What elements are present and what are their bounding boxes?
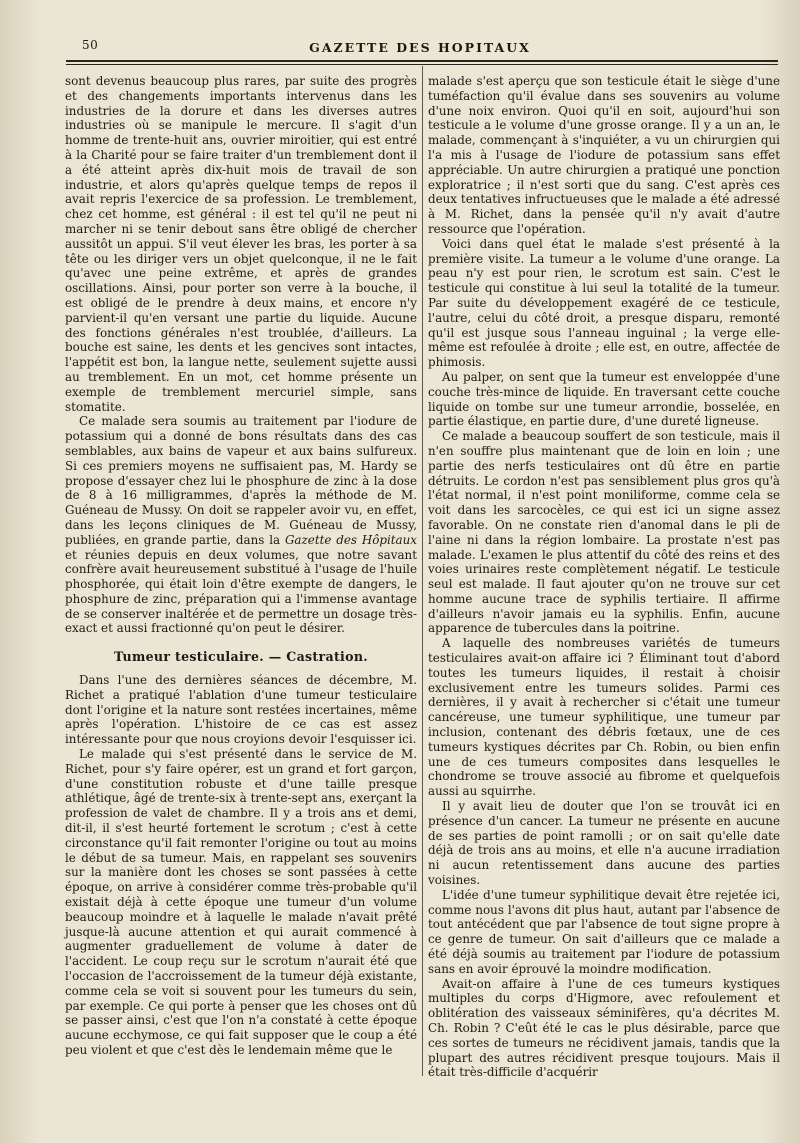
paragraph: A laquelle des nombreuses variétés de tumeurs testiculaires avait-on affaire ici ? Éliminant tout d'abord toutes les tumeurs liquides, il restait à choisir exclusivement entre les tumeurs solides. Parmi ces dernières, il y avait à rechercher si c'était une tumeur cancéreuse, une tumeur syphilitique, une tumeur par inclusion, contenant des débris fœtaux, une de ces tumeurs kystiques décrites par Ch. Robin, ou bien enfin une de ces tumeurs composites dans lesquelles le chondrome se trouve associé au fibrome et quelquefois aussi au squirrhe. (428, 636, 780, 799)
paragraph: Ce malade sera soumis au traitement par l'iodure de potassium qui a donné de bons résultats dans des cas semblables, aux bains de vapeur et aux bains sulfureux. Si ces premiers moyens ne suffisaient pas, M. Hardy se propose d'essayer chez lui le phosphure de zinc à la dose de 8 à 16 milligrammes, d'après la méthode de M. Guéneau de Mussy. On doit se rappeler avoir vu, en effet, dans les leçons cliniques de M. Guéneau de Mussy, publiées, en grande partie, dans la Gazette des Hôpitaux et réunies depuis en deux volumes, que notre savant confrère avait heureusement substitué à l'usage de l'huile phosphorée, qui était loin d'être exempte de dangers, le phosphure de zinc, préparation qui a l'immense avantage de se conserver inaltérée et de permettre un dosage très-exact et aussi fractionné qu'on peut le désirer. (65, 414, 417, 636)
paragraph: Il y avait lieu de douter que l'on se trouvât ici en présence d'un cancer. La tumeur ne présente en aucune de ses parties de point ramolli ; or on sait qu'elle date déjà de trois ans au moins, et elle n'a aucune irradiation ni aucun retentissement dans aucune des parties voisines. (428, 799, 780, 888)
column-divider (422, 66, 423, 1076)
paragraph: Avait-on affaire à l'une de ces tumeurs kystiques multiples du corps d'Higmore, avec refoulement et oblitération des vaisseaux séminifères, qu'a décrites M. Ch. Robin ? C'eût été le cas le plus désirable, parce que ces sortes de tumeurs ne récidivent jamais, tandis que la plupart des autres récidivent presque toujours. Mais il était très-difficile d'acquérir (428, 976, 780, 1080)
paragraph: Au palper, on sent que la tumeur est enveloppée d'une couche très-mince de liquide. En traversant cette couche liquide on tombe sur une tumeur arrondie, bosselée, en partie élastique, en partie dure, d'une dureté ligneuse. (428, 369, 780, 429)
page-number: 50 (82, 38, 99, 52)
paragraph: Le malade qui s'est présenté dans le service de M. Richet, pour s'y faire opérer, est un grand et fort garçon, d'une constitution robuste et d'une taille presque athlétique, âgé de trente-six à trente-sept ans, exerçant la profession de valet de chambre. Il y a trois ans et demi, dit-il, il s'est heurté fortement le scrotum ; c'est à cette circonstance qu'il fait remonter l'origine ou tout au moins le début de sa tumeur. Mais, en rappelant ses souvenirs sur la manière dont les choses se sont passées à cette époque, on arrive à considérer comme très-probable qu'il existait déjà à cette époque une tumeur d'un volume beaucoup moindre et à laquelle le malade n'avait prêté jusque-là aucune attention et qui aurait commencé à augmenter graduellement de volume à dater de l'accident. Le coup reçu sur le scrotum n'aurait été que l'occasion de l'accroissement de la tumeur déjà existante, comme cela se voit si souvent pour les tumeurs du sein, par exemple. Ce qui porte à penser que les choses ont dû se passer ainsi, c'est que l'on n'a constaté à cette époque aucune ecchymose, ce qui fait supposer que le coup a été peu violent et que c'est dès le lendemain même que le (65, 747, 417, 1057)
paragraph: Ce malade a beaucoup souffert de son testicule, mais il n'en souffre plus maintenant que de loin en loin ; une partie des nerfs testiculaires ont dû être en partie détruits. Le cordon n'est pas sensiblement plus gros qu'à l'état normal, il n'est point moniliforme, comme cela se voit dans les sarcocèles, ce qui est ici un signe assez favorable. On ne constate rien d'anomal dans le pli de l'aine ni dans la région lombaire. La prostate n'est pas malade. L'examen le plus attentif du côté des reins et des voies urinaires reste complètement négatif. Le testicule seul est malade. Il faut ajouter qu'on ne trouve sur cet homme aucune trace de syphilis tertiaire. Il affirme d'ailleurs n'avoir jamais eu la syphilis. Enfin, aucune apparence de tubercules dans la poitrine. (428, 429, 780, 636)
header-rule-thin (66, 64, 778, 65)
paragraph: Dans l'une des dernières séances de décembre, M. Richet a pratiqué l'ablation d'une tumeur testiculaire dont l'origine et la nature sont restées incertaines, même après l'opération. L'histoire de ce cas est assez intéressante pour que nous croyions devoir l'esquisser ici. (65, 673, 417, 747)
paragraph: malade s'est aperçu que son testicule était le siège d'une tuméfaction qu'il évalue dans ses souvenirs au volume d'une noix environ. Quoi qu'il en soit, aujourd'hui son testicule a le volume d'une grosse orange. Il y a un an, le malade, commençant à s'inquiéter, a vu un chirurgien qui l'a mis à l'usage de l'iodure de potassium sans effet appréciable. Un autre chirurgien a pratiqué une ponction exploratrice ; il n'est sorti que du sang. C'est après ces deux tentatives infructueuses que le malade a été adressé à M. Richet, dans la pensée qu'il n'y avait d'autre ressource que l'opération. (428, 74, 780, 236)
paragraph: sont devenus beaucoup plus rares, par suite des progrès et des changements importants intervenus dans les industries de la dorure et dans les diverses autres industries où se manipule le mercure. Il s'agit d'un homme de trente-huit ans, ouvrier miroitier, qui est entré à la Charité pour se faire traiter d'un tremblement dont il a été atteint après dix-huit mois de travail de son industrie, et alors qu'après quelque temps de repos il avait repris l'exercice de sa profession. Le tremblement, chez cet homme, est général : il est tel qu'il ne peut ni marcher ni se tenir debout sans être obligé de chercher aussitôt un appui. S'il veut élever les bras, les porter à sa tête ou les diriger vers un objet quelconque, il ne le fait qu'avec une peine extrême, et après de grandes oscillations. Ainsi, pour porter son verre à la bouche, il est obligé de le prendre à deux mains, et encore n'y parvient-il qu'en versant une partie du liquide. Aucune des fonctions générales n'est troublée, d'ailleurs. La bouche est saine, les dents et les gencives sont intactes, l'appétit est bon, la langue nette, seulement sujette aussi au tremblement. En un mot, cet homme présente un exemple de tremblement mercuriel simple, sans stomatite. (65, 74, 417, 414)
right-column (428, 74, 780, 1080)
header-rule (66, 60, 778, 62)
paragraph: L'idée d'une tumeur syphilitique devait être rejetée ici, comme nous l'avons dit plus haut, autant par l'absence de tout antécédent que par l'absence de tout signe propre à ce genre de tumeur. On sait d'ailleurs que ce malade a été déjà soumis au traitement par l'iodure de potassium sans en avoir éprouvé la moindre modification. (428, 887, 780, 976)
left-column (65, 74, 417, 1058)
journal-reference: Gazette des Hôpitaux (284, 532, 417, 547)
journal-title: GAZETTE DES HOPITAUX (309, 40, 531, 55)
paragraph: Voici dans quel état le malade s'est présenté à la première visite. La tumeur a le volume d'une orange. La peau n'y est pour rien, le scrotum est sain. C'est le testicule qui constitue à lui seul la totalité de la tumeur. Par suite du développement exagéré de ce testicule, l'autre, celui du côté droit, a presque disparu, remonté qu'il est jusque sous l'anneau inguinal ; la verge elle-même est refoulée à droite ; elle est, en outre, affectée de phimosis. (428, 236, 780, 370)
section-heading: Tumeur testiculaire. — Castration. (114, 649, 368, 665)
page-header (60, 36, 780, 60)
